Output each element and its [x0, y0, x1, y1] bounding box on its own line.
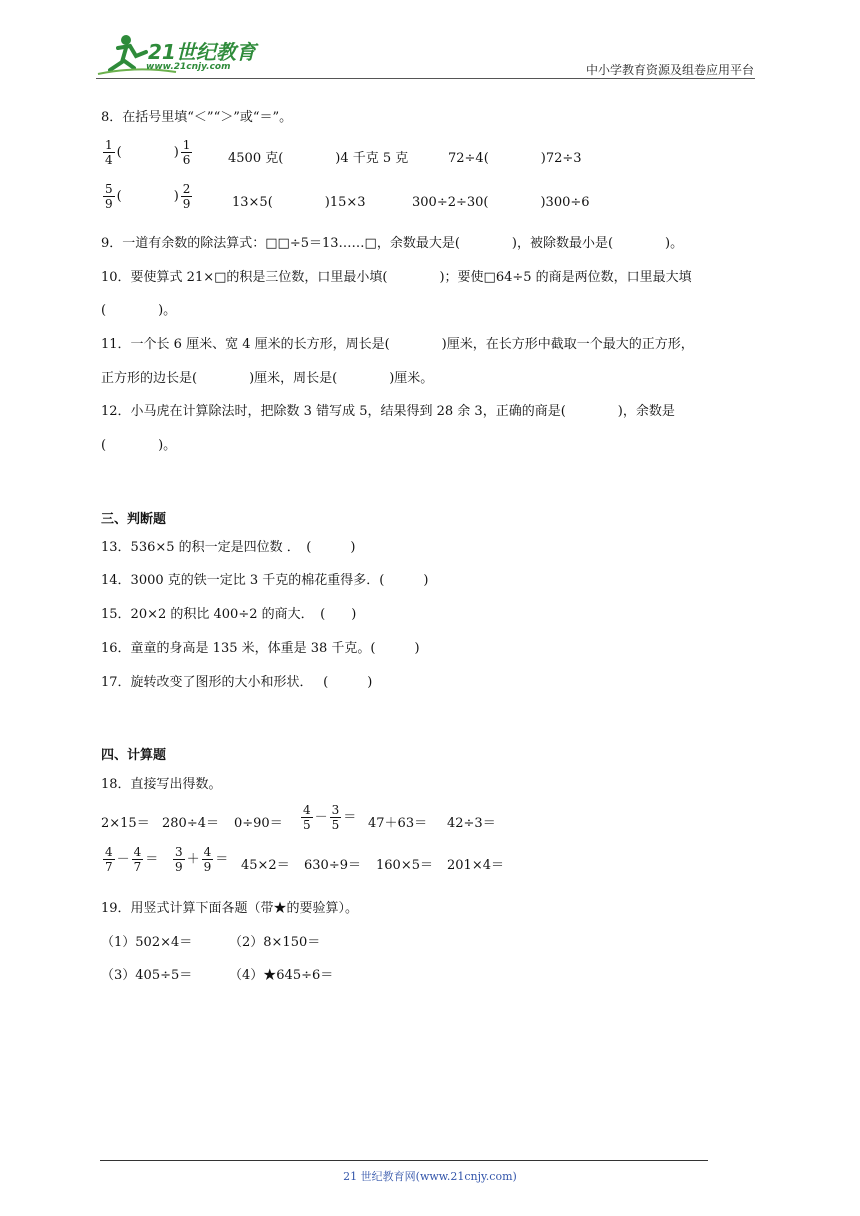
footer-divider	[100, 1160, 708, 1161]
calc-item: 45×2＝	[241, 858, 290, 873]
q11-text-a: 11．一个长 6 厘米、宽 4 厘米的长方形，周长是( )厘米，在长方形中截取一个最大的正方形，	[101, 337, 694, 352]
q19-prompt: 19．用竖式计算下面各题（带★的要验算）。	[101, 901, 359, 916]
q8-row2	[101, 182, 590, 211]
calc-item: 0÷90＝	[234, 816, 283, 831]
logo-url: www.21cnjy.com	[146, 62, 231, 72]
calc-fraction-expr: $\frac{4}{7}$ － $\frac{4}{7}$ ＝	[105, 845, 159, 874]
q11-text-b: 正方形的边长是( )厘米，周长是( )厘米。	[101, 371, 434, 386]
calc-item: 2×15＝	[101, 816, 150, 831]
section-title-calculation: 四、计算题	[101, 748, 167, 763]
calc-item: 201×4＝	[447, 858, 504, 873]
calc-item: 630÷9＝	[304, 858, 361, 873]
q15-text: 15．20×2 的积比 400÷2 的商大． ( )	[101, 607, 357, 622]
q9-text: 9．一道有余数的除法算式：□□÷5＝13……□，余数最大是( )，被除数最小是( )。	[101, 236, 684, 251]
header-divider	[96, 78, 755, 79]
fraction: $\frac{2}{9}$	[182, 182, 191, 211]
q8-row1	[101, 138, 582, 167]
q10-text-b: ( )。	[101, 303, 177, 318]
calc-item: 47＋63＝	[368, 816, 428, 831]
q8-compare-c: 4500 克( )4 千克 5 克	[228, 151, 409, 166]
q8-compare-f: 300÷2÷30( )300÷6	[412, 195, 590, 210]
footer-text[interactable]: 21 世纪教育网(www.21cnjy.com)	[343, 1170, 517, 1183]
fraction: $\frac{1}{6}$	[182, 138, 191, 167]
calc-fraction-expr: $\frac{3}{9}$ ＋ $\frac{4}{9}$ ＝	[175, 845, 229, 874]
q12-text-b: ( )。	[101, 438, 177, 453]
section-title-judgement: 三、判断题	[101, 512, 167, 527]
fraction: $\frac{1}{4}$	[105, 138, 113, 167]
q14-text: 14．3000 克的铁一定比 3 千克的棉花重得多．( )	[101, 573, 429, 588]
calc-item: 280÷4＝	[162, 816, 219, 831]
q10-text-a: 10．要使算式 21×□的积是三位数，口里最小填( )；要使□64÷5 的商是两位数，口里最大填	[101, 270, 692, 285]
calc-item: 42÷3＝	[447, 816, 496, 831]
q19-item-4: （4）★645÷6＝	[229, 968, 334, 983]
q12-text-a: 12．小马虎在计算除法时，把除数 3 错写成 5，结果得到 28 余 3，正确的商是( )，余数是	[101, 404, 675, 419]
site-logo	[96, 30, 256, 78]
q17-text: 17．旋转改变了图形的大小和形状． ( )	[101, 675, 373, 690]
q8-prompt: 8．在括号里填“＜”“＞”或“＝”。	[101, 110, 293, 125]
answer-blank[interactable]: ( )	[116, 145, 179, 160]
answer-blank[interactable]: ( )	[116, 189, 179, 204]
q19-item-1: （1）502×4＝	[101, 935, 193, 950]
q19-item-3: （3）405÷5＝	[101, 968, 193, 983]
q16-text: 16．童童的身高是 135 米，体重是 38 千克。( )	[101, 641, 420, 656]
calc-item: 160×5＝	[376, 858, 433, 873]
q18-prompt: 18．直接写出得数。	[101, 777, 222, 792]
q8-compare-e: 13×5( )15×3	[232, 195, 366, 210]
q13-text: 13．536×5 的积一定是四位数 ． ( )	[101, 540, 356, 555]
logo-text: 21世纪教育	[148, 40, 256, 64]
calc-fraction-expr: $\frac{4}{5}$ － $\frac{3}{5}$ ＝	[303, 803, 357, 832]
q8-compare-d: 72÷4( )72÷3	[448, 151, 582, 166]
fraction: $\frac{5}{9}$	[105, 182, 113, 211]
q19-item-2: （2）8×150＝	[229, 935, 321, 950]
header-platform-text: 中小学教育资源及组卷应用平台	[585, 63, 754, 77]
